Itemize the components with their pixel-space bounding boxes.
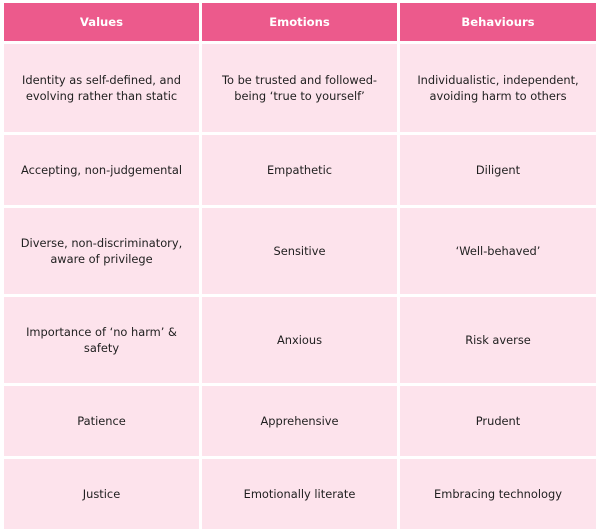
header-behaviours: Behaviours xyxy=(400,3,596,41)
values-emotions-behaviours-table xyxy=(4,3,596,529)
table-cell-values: Importance of ‘no harm’ & safety xyxy=(4,297,199,383)
table-cell-values: Diverse, non-discriminatory, aware of privilege xyxy=(4,208,199,294)
table-cell-behaviours: Individualistic, independent, avoiding harm to others xyxy=(400,44,596,132)
table-cell-behaviours: Embracing technology xyxy=(400,459,596,529)
header-emotions: Emotions xyxy=(202,3,397,41)
table-cell-values: Justice xyxy=(4,459,199,529)
table-cell-emotions: Sensitive xyxy=(202,208,397,294)
table-cell-emotions: Emotionally literate xyxy=(202,459,397,529)
table-cell-values: Accepting, non-judgemental xyxy=(4,135,199,205)
table-cell-emotions: Empathetic xyxy=(202,135,397,205)
table-cell-values: Identity as self-defined, and evolving rather than static xyxy=(4,44,199,132)
table-cell-emotions: Apprehensive xyxy=(202,386,397,456)
header-values: Values xyxy=(4,3,199,41)
table-cell-emotions: To be trusted and followed- being ‘true to yourself’ xyxy=(202,44,397,132)
table-cell-behaviours: ‘Well-behaved’ xyxy=(400,208,596,294)
table-cell-emotions: Anxious xyxy=(202,297,397,383)
table-cell-values: Patience xyxy=(4,386,199,456)
table-cell-behaviours: Prudent xyxy=(400,386,596,456)
table-cell-behaviours: Diligent xyxy=(400,135,596,205)
table-cell-behaviours: Risk averse xyxy=(400,297,596,383)
